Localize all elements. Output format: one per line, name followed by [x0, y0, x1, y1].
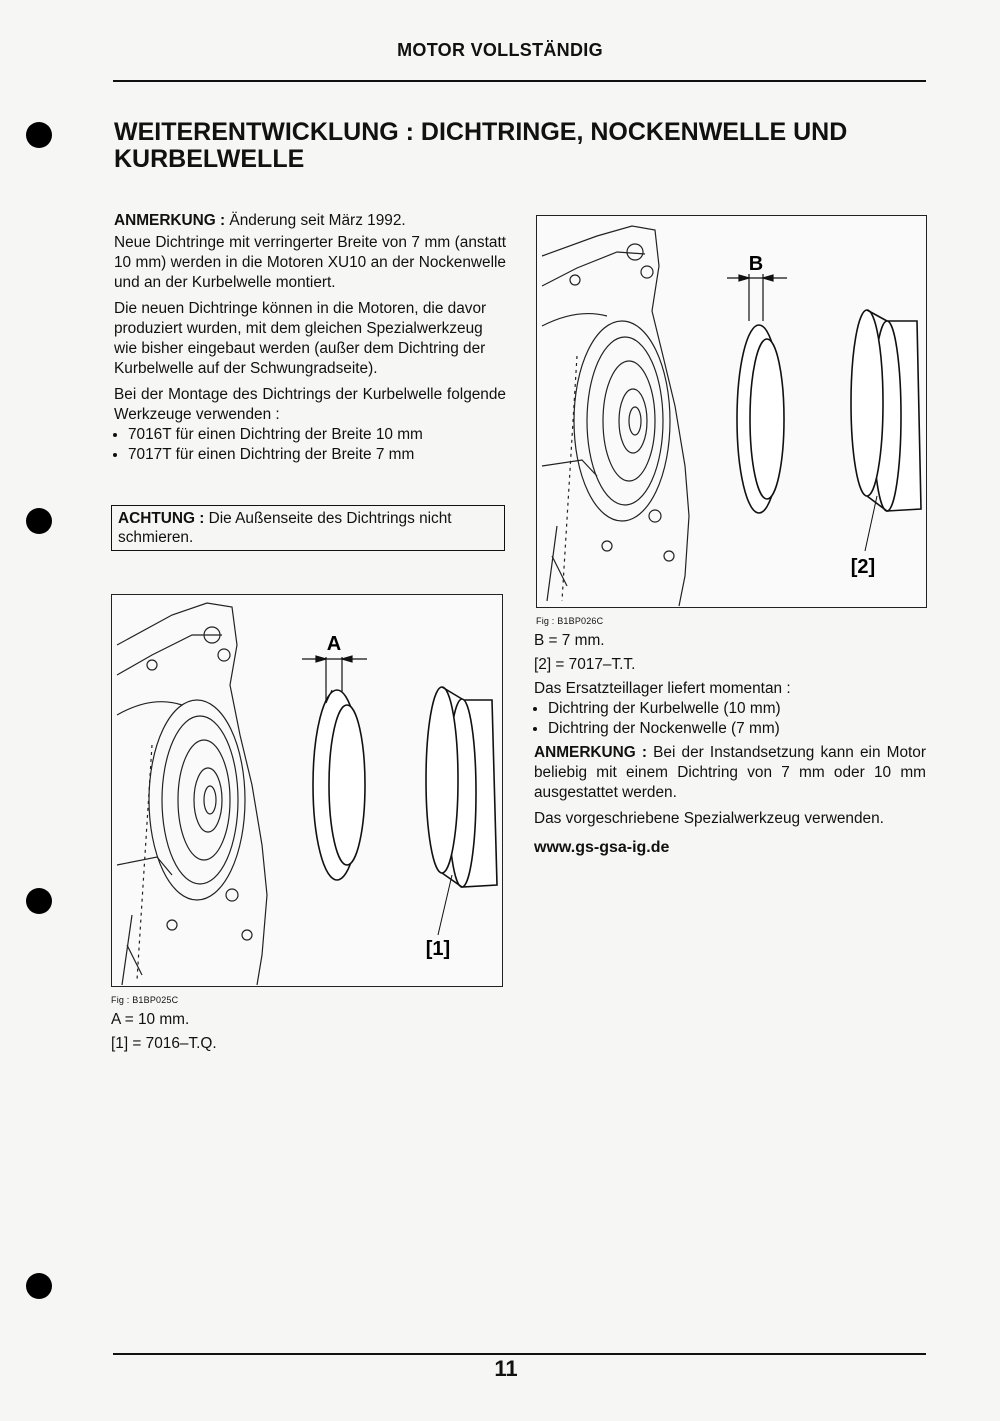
figure-a-dimension-value: A = 10 mm.	[111, 1011, 190, 1028]
callout-label: [1]	[425, 938, 451, 960]
supply-item: • Dichtring der Nockenwelle (7 mm)	[548, 719, 926, 739]
tool-item: • 7017T für einen Dichtring der Breite 7 mm	[128, 445, 506, 465]
dimension-label: A	[326, 633, 342, 655]
paragraph-new-seals: Neue Dichtringe mit verringerter Breite von 7 mm (anstatt 10 mm) werden in die Motoren XU10 an der Nockenwelle und an der Kurbelwelle montiert.	[114, 234, 506, 291]
running-header: MOTOR VOLLSTÄNDIG	[397, 40, 603, 60]
footer-rule	[113, 1353, 926, 1355]
figure-b-dimension-value: B = 7 mm.	[534, 632, 605, 649]
supply-list	[534, 699, 926, 739]
figure-a-drawing	[112, 595, 502, 986]
left-column	[114, 211, 506, 465]
tool-note: Das vorgeschriebene Spezialwerkzeug verwenden.	[534, 810, 884, 827]
repair-note	[534, 743, 926, 803]
figure-a-caption: Fig : B1BP025C	[111, 995, 179, 1005]
warning-text: Die Außenseite des Dichtrings nicht schmieren.	[118, 510, 452, 546]
section-title: WEITERENTWICKLUNG : DICHTRINGE, NOCKENWELLE UND KURBELWELLE	[114, 118, 848, 173]
binder-hole-2	[26, 508, 52, 534]
note-text: Änderung seit März 1992.	[225, 212, 406, 229]
warning-label: ACHTUNG :	[118, 510, 205, 527]
header-rule	[113, 80, 926, 82]
note-text: Bei der Instandsetzung kann ein Motor beliebig mit einem Dichtring von 7 mm oder 10 mm ausgestattet werden.	[534, 744, 926, 801]
tool-list	[114, 425, 506, 465]
right-column	[534, 631, 926, 835]
figure-b	[536, 215, 927, 608]
supply-intro: Das Ersatzteillager liefert momentan :	[534, 680, 791, 697]
website-link[interactable]: www.gs-gsa-ig.de	[534, 839, 670, 856]
binder-hole-4	[26, 1273, 52, 1299]
tool-item: • 7016T für einen Dichtring der Breite 10 mm	[128, 425, 506, 445]
page-number: 11	[494, 1356, 518, 1381]
paragraph-assembly: Bei der Montage des Dichtrings der Kurbelwelle folgende Werkzeuge verwenden :	[114, 386, 506, 423]
figure-a	[111, 594, 503, 987]
note-paragraph	[114, 211, 506, 231]
figure-a-tool-value: [1] = 7016–T.Q.	[111, 1035, 217, 1052]
callout-label: [2]	[850, 556, 876, 578]
binder-hole-1	[26, 122, 52, 148]
note-label: ANMERKUNG :	[534, 744, 648, 761]
supply-item: • Dichtring der Kurbelwelle (10 mm)	[548, 699, 926, 719]
figure-b-drawing	[537, 216, 926, 607]
figure-b-caption: Fig : B1BP026C	[536, 616, 604, 626]
dimension-label: B	[748, 253, 764, 275]
note-label: ANMERKUNG :	[114, 212, 226, 229]
binder-hole-3	[26, 888, 52, 914]
figure-b-tool-value: [2] = 7017–T.T.	[534, 656, 636, 673]
paragraph-earlier-engines: Die neuen Dichtringe können in die Motoren, die davor produziert wurden, mit dem gleichen Spezialwerkzeug wie bisher eingebaut werden (außer dem Dichtring der Kurbelwelle auf der Schwungradseite).	[114, 300, 487, 377]
warning-box	[111, 505, 505, 551]
